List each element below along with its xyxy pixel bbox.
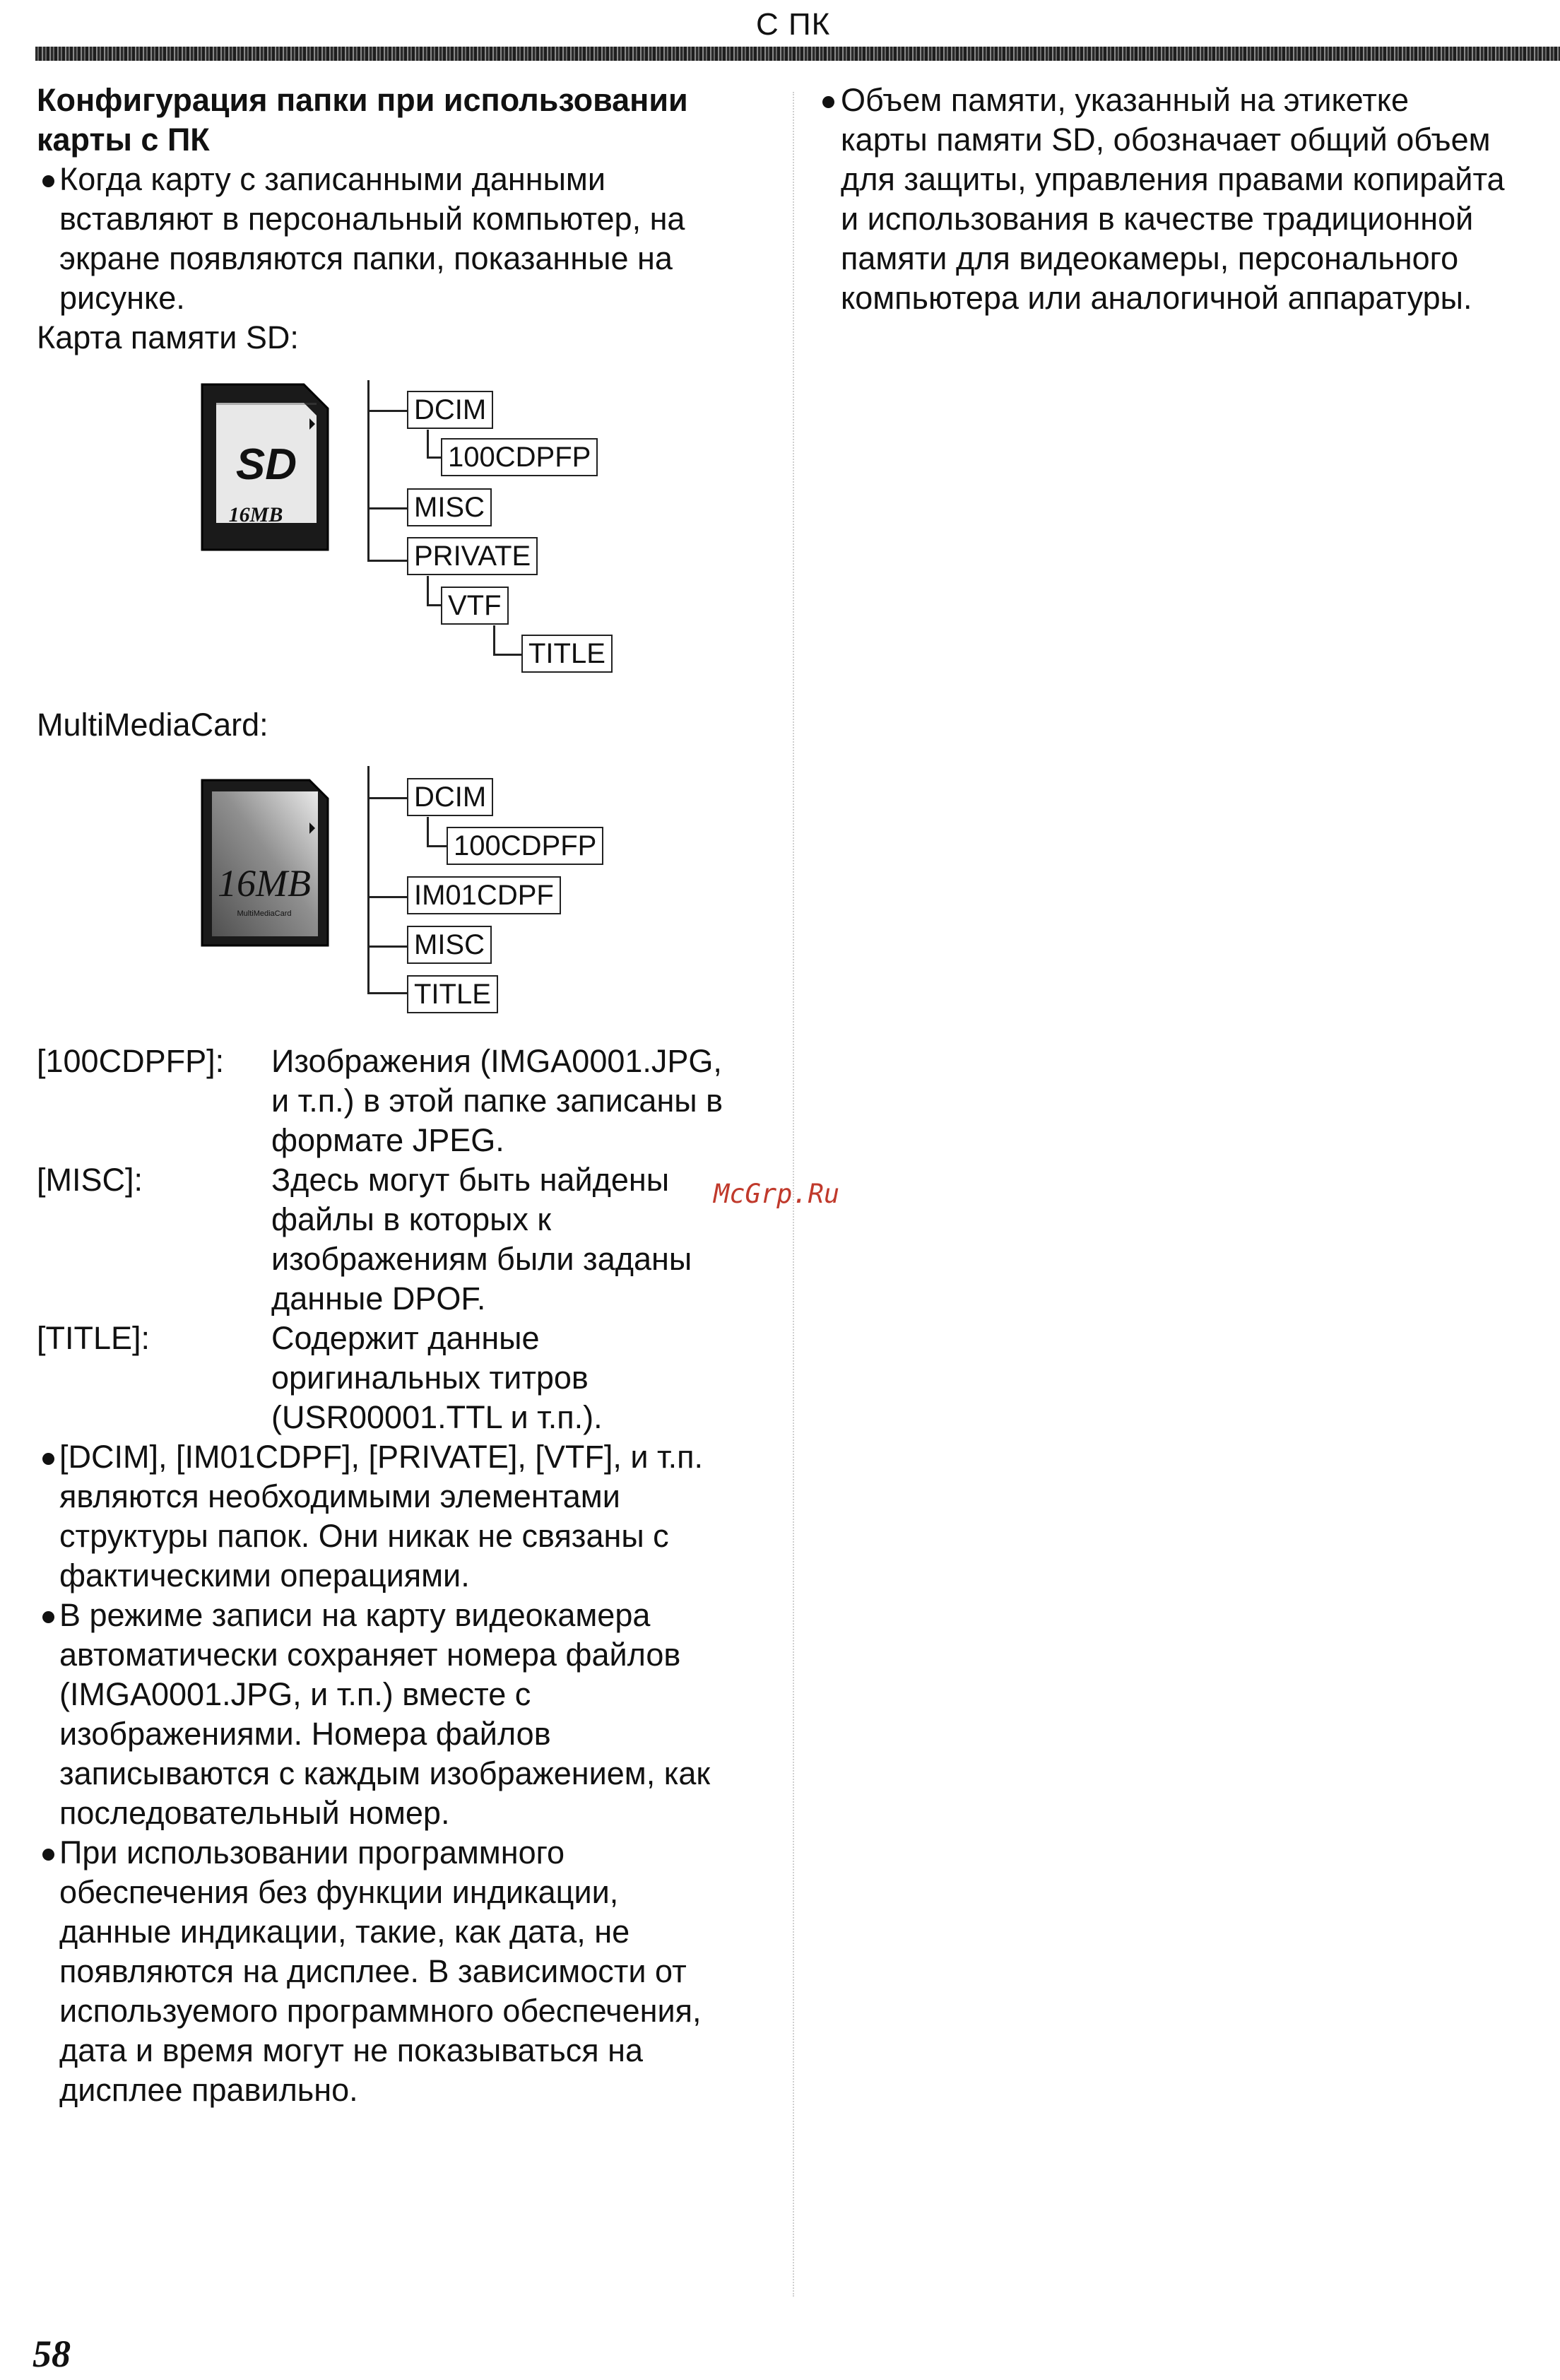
right-bullet-line: Объем памяти, указанный на этикетке [841, 82, 1410, 118]
sd-capacity-label: 16MB [228, 503, 283, 526]
tree-branch [427, 604, 441, 606]
def-term-title: [TITLE]: [37, 1320, 150, 1356]
folder-100cdpfp: 100CDPFP [441, 438, 598, 476]
def-desc-line: файлы в которых к [271, 1201, 552, 1237]
folder-dcim: DCIM [407, 778, 493, 816]
bullet-3-line: обеспечения без функции индикации, [59, 1874, 619, 1910]
folder-vtf: VTF [441, 587, 509, 625]
folder-misc: MISC [407, 926, 492, 964]
intro-line-4: рисунке. [59, 280, 185, 316]
bullet-icon [42, 175, 54, 187]
tree-branch [427, 845, 447, 847]
bullet-2-line: изображениями. Номера файлов [59, 1716, 551, 1752]
bullet-3-line: появляются на дисплее. В зависимости от [59, 1953, 687, 1989]
bullet-1-line: являются необходимыми элементами [59, 1478, 620, 1514]
tree-branch [427, 576, 429, 606]
tree-branch [427, 456, 441, 459]
heading-line-2: карты с ПК [37, 122, 210, 158]
tree-branch [367, 507, 407, 509]
mmc-brand-label: MultiMediaCard [237, 909, 292, 918]
tree-branch [367, 945, 407, 948]
bullet-icon [42, 1849, 54, 1861]
bullet-3-line: дисплее правильно. [59, 2072, 358, 2108]
tree-branch [367, 992, 407, 994]
page-number: 58 [32, 2333, 71, 2375]
sd-caption: Карта памяти SD: [37, 319, 299, 355]
folder-title: TITLE [407, 975, 498, 1013]
watermark: McGrp.Ru [714, 1179, 840, 1209]
right-bullet-line: компьютера или аналогичной аппаратуры. [841, 280, 1472, 316]
bullet-2-line: В режиме записи на карту видеокамера [59, 1597, 651, 1633]
tree-branch [367, 896, 407, 898]
bullet-2-line: (IMGA0001.JPG, и т.п.) вместе с [59, 1676, 531, 1712]
mmc-capacity-label: 16MB [218, 862, 311, 905]
mmc-card-image [198, 777, 332, 950]
heading-line-1: Конфигурация папки при использовании [37, 82, 688, 118]
sd-logo-text: SD [235, 440, 297, 489]
folder-private: PRIVATE [407, 537, 538, 575]
tree-trunk [367, 380, 370, 561]
bullet-1-line: структуры папок. Они никак не связаны с [59, 1518, 669, 1554]
tree-branch [493, 625, 495, 655]
def-desc-line: (USR00001.TTL и т.п.). [271, 1399, 603, 1435]
def-desc-line: оригинальных титров [271, 1360, 589, 1396]
header-rule [35, 47, 1560, 61]
bullet-2-line: записываются с каждым изображением, как [59, 1755, 711, 1791]
def-desc-line: изображениям были заданы [271, 1241, 692, 1277]
folder-100cdpfp: 100CDPFP [447, 827, 603, 865]
right-bullet-line: памяти для видеокамеры, персонального [841, 240, 1459, 276]
bullet-1-line: фактическими операциями. [59, 1557, 470, 1593]
tree-trunk [367, 766, 370, 992]
def-desc-line: формате JPEG. [271, 1122, 504, 1158]
folder-misc: MISC [407, 488, 492, 526]
bullet-3-line: используемого программного обеспечения, [59, 1993, 702, 2029]
tree-branch [427, 430, 429, 458]
bullet-3-line: дата и время могут не показываться на [59, 2032, 644, 2068]
mmc-caption: MultiMediaCard: [37, 707, 268, 743]
intro-line-3: экране появляются папки, показанные на [59, 240, 673, 276]
bullet-icon [822, 96, 834, 108]
sd-card-image [198, 382, 332, 555]
bullet-2-line: автоматически сохраняет номера файлов [59, 1637, 681, 1673]
def-desc-line: данные DPOF. [271, 1280, 486, 1316]
right-bullet-line: и использования в качестве традиционной [841, 201, 1474, 237]
bullet-2-line: последовательный номер. [59, 1795, 450, 1831]
folder-title: TITLE [521, 635, 613, 673]
folder-im01cdpf: IM01CDPF [407, 876, 561, 914]
def-desc-line: Содержит данные [271, 1320, 540, 1356]
right-bullet-line: для защиты, управления правами копирайта [841, 161, 1505, 197]
def-desc-line: Изображения (IMGA0001.JPG, [271, 1043, 722, 1079]
bullet-icon [42, 1611, 54, 1623]
tree-branch [367, 560, 407, 562]
folder-dcim: DCIM [407, 391, 493, 429]
right-bullet-line: карты памяти SD, обозначает общий объем [841, 122, 1491, 158]
intro-line-1: Когда карту с записанными данными [59, 161, 605, 197]
tree-branch [367, 410, 407, 412]
def-term-100cdpfp: [100CDPFP]: [37, 1043, 225, 1079]
bullet-1-line: [DCIM], [IM01CDPF], [PRIVATE], [VTF], и т.п. [59, 1439, 704, 1475]
tree-branch [427, 817, 429, 847]
bullet-3-line: данные индикации, такие, как дата, не [59, 1914, 630, 1950]
tree-branch [367, 797, 407, 799]
section-title: С ПК [756, 7, 831, 42]
def-term-misc: [MISC]: [37, 1162, 143, 1198]
bullet-3-line: При использовании программного [59, 1834, 565, 1871]
def-desc-line: Здесь могут быть найдены [271, 1162, 670, 1198]
tree-branch [493, 654, 521, 656]
bullet-icon [42, 1453, 54, 1465]
intro-line-2: вставляют в персональный компьютер, на [59, 201, 685, 237]
def-desc-line: и т.п.) в этой папке записаны в [271, 1083, 723, 1119]
